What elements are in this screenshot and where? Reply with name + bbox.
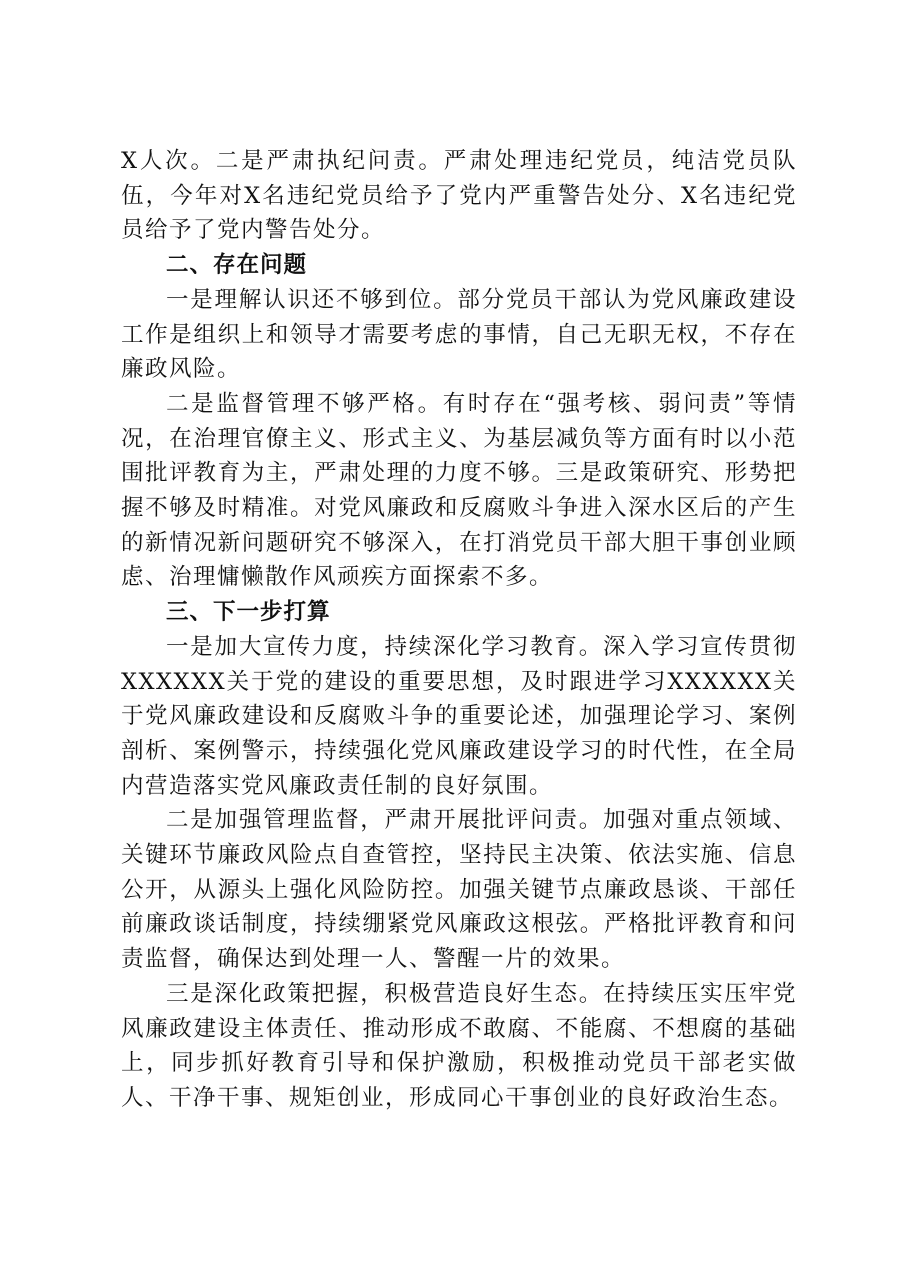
section-heading-problems: 二、存在问题 <box>166 252 308 279</box>
paragraph-plan-3: 三是深化政策把握，积极营造良好生态。在持续压实压牢党风廉政建设主体责任、推动形成不敢腐、不能腐、不想腐的基础上，同步抓好教育引导和保护激励，积极推动党员干部老实做人、干净干事、规矩创业，形成同心干事创业的良好政治生态。 <box>121 980 797 1111</box>
section-heading-next-steps: 三、下一步打算 <box>166 599 331 626</box>
document-body <box>121 144 797 1116</box>
paragraph-plan-2: 二是加强管理监督，严肃开展批评问责。加强对重点领域、关键环节廉政风险点自查管控，坚持民主决策、依法实施、信息公开，从源头上强化风险防控。加强关键节点廉政恳谈、干部任前廉政谈话制度，持续绷紧党风廉政这根弦。严格批评教育和问责监督，确保达到处理一人、警醒一片的效果。 <box>121 807 797 973</box>
paragraph-plan-1: 一是加大宣传力度，持续深化学习教育。深入学习宣传贯彻XXXXXX关于党的建设的重要思想，及时跟进学习XXXXXX关于党风廉政建设和反腐败斗争的重要论述，加强理论学习、案例剖析、案例警示，持续强化党风廉政建设学习的时代性，在全局内营造落实党风廉政责任制的良好氛围。 <box>121 633 797 799</box>
paragraph-problem-2: 二是监督管理不够严格。有时存在“强考核、弱问责”等情况，在治理官僚主义、形式主义、为基层减负等方面有时以小范围批评教育为主，严肃处理的力度不够。三是政策研究、形势把握不够及时精准。对党风廉政和反腐败斗争进入深水区后的产生的新情况新问题研究不够深入，在打消党员干部大胆干事创业顾虑、治理慵懒散作风顽疾方面探索不多。 <box>121 390 797 591</box>
paragraph-problem-1: 一是理解认识还不够到位。部分党员干部认为党风廉政建设工作是组织上和领导才需要考虑的事情，自己无职无权，不存在廉政风险。 <box>121 286 797 383</box>
paragraph-continuation: X人次。二是严肃执纪问责。严肃处理违纪党员，纯洁党员队伍，今年对X名违纪党员给予了党内严重警告处分、X名违纪党员给予了党内警告处分。 <box>121 148 797 244</box>
